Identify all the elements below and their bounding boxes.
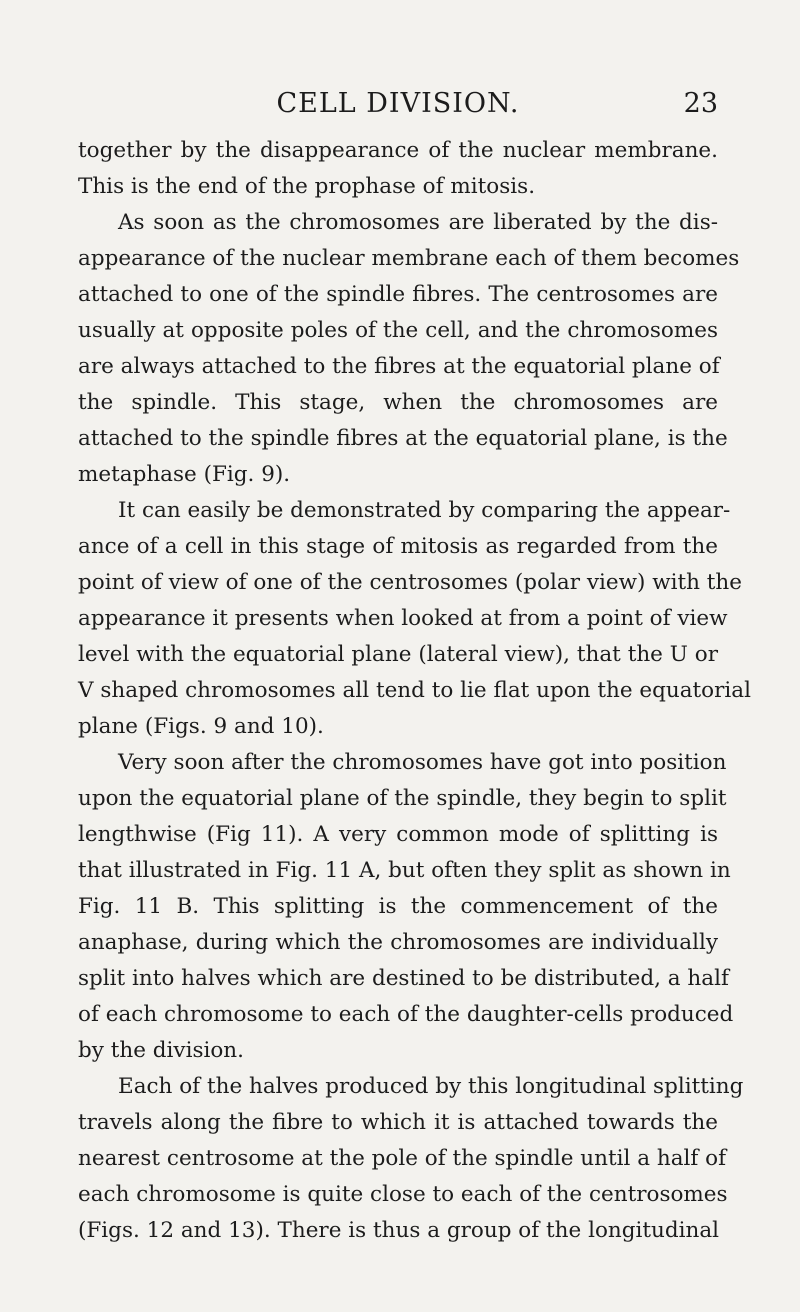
- text-line: Fig. 11 B. This splitting is the commencement of the: [78, 894, 718, 919]
- text-line: lengthwise (Fig 11). A very common mode of splitting is: [78, 822, 718, 847]
- text-line: (Figs. 12 and 13). There is thus a group of the longitudinal: [78, 1218, 720, 1243]
- running-head: [78, 84, 718, 124]
- text-line: As soon as the chromosomes are liberated by the dis-: [118, 210, 718, 235]
- text-line: plane (Figs. 9 and 10).: [78, 714, 324, 739]
- text-line: metaphase (Fig. 9).: [78, 462, 291, 487]
- text-line: each chromosome is quite close to each of the centrosomes: [78, 1182, 728, 1207]
- text-line: are always attached to the fibres at the equatorial plane of: [78, 354, 720, 379]
- text-line: appearance it presents when looked at from a point of view: [78, 606, 728, 631]
- text-line: point of view of one of the centrosomes (polar view) with the: [78, 570, 743, 595]
- text-line: ance of a cell in this stage of mitosis as regarded from the: [78, 534, 718, 559]
- text-line: Very soon after the chromosomes have got into position: [118, 750, 727, 775]
- text-line: appearance of the nuclear membrane each of them becomes: [78, 246, 740, 271]
- text-line: upon the equatorial plane of the spindle, they begin to split: [78, 786, 727, 811]
- chapter-title: CELL DIVISION.: [276, 88, 520, 119]
- text-line: the spindle. This stage, when the chromosomes are: [78, 390, 718, 415]
- text-line: together by the disappearance of the nuclear membrane.: [78, 138, 718, 163]
- text-line: split into halves which are destined to be distributed, a half: [78, 966, 729, 991]
- page-number: 23: [683, 88, 718, 119]
- text-line: anaphase, during which the chromosomes are individually: [78, 930, 718, 955]
- text-line: level with the equatorial plane (lateral view), that the U or: [78, 642, 718, 667]
- text-line: nearest centrosome at the pole of the spindle until a half of: [78, 1146, 727, 1171]
- text-line: attached to one of the spindle fibres. The centrosomes are: [78, 282, 718, 307]
- text-line: by the division.: [78, 1038, 244, 1063]
- text-line: usually at opposite poles of the cell, and the chromosomes: [78, 318, 718, 343]
- text-line: travels along the fibre to which it is attached towards the: [78, 1110, 718, 1135]
- text-line: attached to the spindle fibres at the equatorial plane, is the: [78, 426, 728, 451]
- body-text: [78, 133, 751, 1249]
- text-line: It can easily be demonstrated by comparing the appear-: [118, 498, 731, 523]
- text-line: V shaped chromosomes all tend to lie flat upon the equatorial: [78, 678, 751, 703]
- text-line: that illustrated in Fig. 11 A, but often they split as shown in: [78, 858, 731, 883]
- text-line: of each chromosome to each of the daughter-cells produced: [78, 1002, 734, 1027]
- text-line: Each of the halves produced by this longitudinal splitting: [118, 1074, 744, 1099]
- text-line: This is the end of the prophase of mitosis.: [78, 174, 536, 199]
